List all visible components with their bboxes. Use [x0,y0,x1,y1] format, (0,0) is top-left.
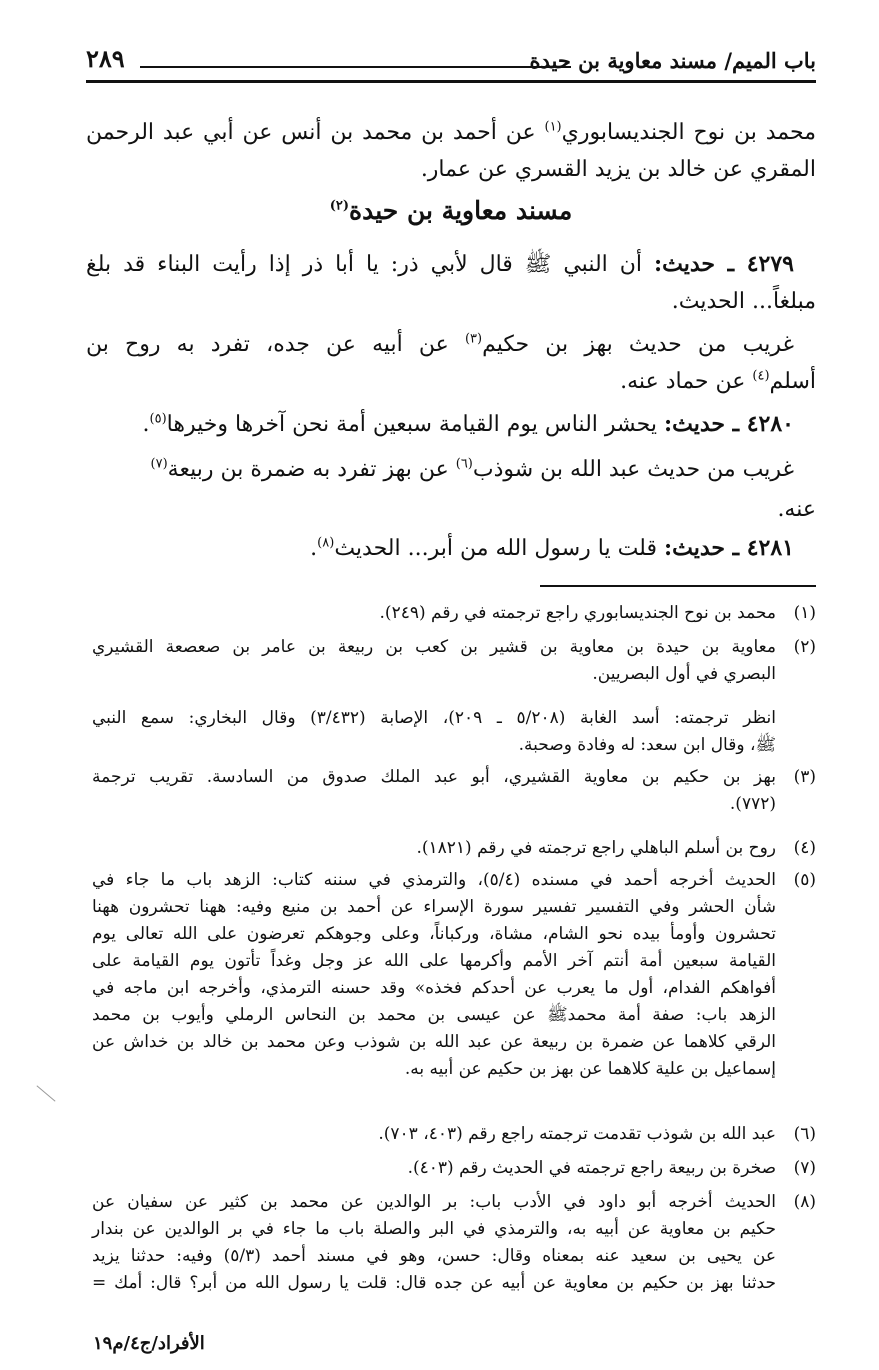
hadith-end: . [142,412,150,437]
header-rule [140,66,571,68]
footnote-text [92,705,776,759]
footnote-separator [540,585,816,587]
hadith-text: قلت يا رسول الله من أبر... الحديث [334,536,664,561]
footnote-number: (٦) [793,1124,816,1144]
footnote-line: القيامة سبعين أمة أنتم آخر الأمم وأكرمها على الله عز وجل وغداً تأتون يوم القيامة على [92,951,776,971]
gharib-4279 [86,326,816,400]
hadith-4280-line [86,406,816,443]
footnote-ref-1: (١) [544,119,562,135]
footnote-number: (٧) [793,1158,816,1178]
footnote-number: (٥) [793,870,816,890]
footnote-ref-2: (٢) [329,198,350,214]
gharib-text-a: غريب من حديث عبد الله بن شوذب [472,457,794,482]
footnote-line: الحديث أخرجه أبو داود في الأدب باب: بر الوالدين عن محمد بن كثير عن سفيان عن [92,1192,776,1212]
footnote-number: (١) [793,603,816,623]
gharib-text-b: عن أبيه عن جده، تفرد به روح بن [86,332,465,357]
hadith-number: ٤٢٨١ ـ حديث: [663,535,794,561]
gharib-4280 [86,450,816,530]
footnote-line: حكيم بن معاوية عن أبيه به، والترمذي في البر والصلة باب ما جاء في بر الوالدين عن بندار [92,1219,776,1239]
hadith-end: . [310,536,318,561]
hadith-text: يحشر الناس يوم القيامة سبعين أمة نحن آخرها وخيرها [166,412,664,437]
running-header [86,44,816,80]
footnote-line: انظر ترجمته: أسد الغابة (٥/٢٠٨ ـ ٢٠٩)، الإصابة (٣/٤٣٢) وقال البخاري: سمع النبي [92,708,776,728]
intro-line-1 [86,114,816,151]
scan-mark [36,1085,55,1101]
footnote-ref-5: (٥) [149,411,167,427]
hadith-number: ٤٢٧٩ ـ حديث: [654,251,794,277]
hadith-4281-line [86,530,816,567]
footnote-line: معاوية بن حيدة بن معاوية بن قشير بن كعب بن ربيعة بن عامر بن صعصعة القشيري [92,637,776,657]
footnote-2-continued [92,705,816,759]
footnote-line: أفواهكم الفدام، أول ما يعرب عن أحدكم فخذه» وقد حسنه الترمذي، وأخرجه ابن ماجه في [92,978,776,998]
footnote-number: (٢) [793,637,816,657]
hadith-number: ٤٢٨٠ ـ حديث: [663,411,794,437]
footnote-number: (٤) [793,838,816,858]
page-number: ٢٨٩ [86,44,125,73]
footnote-7 [92,1155,816,1182]
footnote-text [92,835,776,862]
footnote-line: عبد الله بن شوذب تقدمت ترجمته راجع رقم (٤٠٣، ٧٠٣). [378,1124,776,1144]
footnote-ref-6: (٦) [455,456,473,472]
footnote-2 [92,634,816,688]
intro-text-b: عن أحمد بن محمد بن أنس عن أبي عبد الرحمن [86,120,545,145]
footnote-line: الرقي كلاهما عن ضمرة بن ربيعة عن عبد الله بن شوذب وعن محمد بن خالد بن خداش عن [92,1032,776,1052]
footnote-line: تحشرون وأومأ بيده نحو الشام، مشاة، وركباناً، وعلى وجوهكم تعرضون على الله تعالى يوم [92,924,776,944]
footnote-text [92,764,776,818]
hadith-4281 [86,530,816,567]
footnote-ref-4: (٤) [752,368,770,384]
hadith-4279-line-2: مبلغاً... الحديث. [671,289,816,314]
footnote-text [92,600,776,627]
intro-text-a: محمد بن نوح الجنديسابوري [561,120,816,145]
intro-paragraph [86,114,816,188]
gharib-text-d: عن حماد عنه. [620,369,753,394]
footnote-line: البصري في أول البصريين. [592,664,776,684]
footnote-line: حدثنا بهز بن حكيم بن معاوية عن أبيه عن جده قال: قلت يا رسول الله من أبر؟ قال: أمك = [92,1273,776,1293]
section-heading-text: مسند معاوية بن حيدة [349,196,573,225]
hadith-text: أن النبي ﷺ قال لأبي ذر: يا أبا ذر إذا رأيت البناء قد بلغ [86,252,654,277]
header-underline [86,80,816,83]
footnote-text [92,1121,776,1148]
footnote-line: صخرة بن ربيعة راجع ترجمته في الحديث رقم (٤٠٣). [407,1158,776,1178]
gharib-4279-line-1 [86,326,816,363]
footnote-line: إسماعيل بن علية كلاهما عن بهز بن حكيم عن أبيه به. [404,1059,776,1079]
footnote-ref-3: (٣) [464,331,483,347]
footnote-number: (٣) [793,767,816,787]
printer-signature: الأفراد/ج٤/م١٩ [93,1333,205,1354]
footnote-line: محمد بن نوح الجنديسابوري راجع ترجمته في رقم (٢٤٩). [379,603,776,623]
footnote-line: شأن الحشر وفي التفسير تفسير سورة الإسراء عن أحمد بن منيع وفيه: ههنا تحشرون ههنا [92,897,776,917]
footnote-4 [92,835,816,862]
footnote-6 [92,1121,816,1148]
footnote-text [92,634,776,688]
gharib-4279-line-2 [86,363,816,400]
gharib-text-c: أسلم [769,369,816,394]
footnote-5 [92,867,816,1083]
footnote-text [92,867,776,1083]
footnote-line: الحديث أخرجه أحمد في مسنده (٥/٤)، والترمذي في سننه كتاب: الزهد باب ما جاء في [92,870,776,890]
footnote-ref-7: (٧) [150,456,168,472]
section-heading [86,196,816,225]
hadith-4279-line-1 [86,246,816,283]
gharib-text-b: عن بهز تفرد به ضمرة بن ربيعة [167,457,456,482]
footnote-1 [92,600,816,627]
footnote-number: (٨) [793,1192,816,1212]
gharib-4280-line-2: عنه. [777,497,816,522]
footnote-line: (٧٧٢). [729,794,776,814]
footnote-line: عن يحيى بن سعيد عنه بمعناه وقال: حسن، وهو في مسند أحمد (٥/٣) وفيه: حدثنا يزيد [92,1246,776,1266]
hadith-4279 [86,246,816,320]
footnote-8 [92,1189,816,1297]
gharib-text-a: غريب من حديث بهز بن حكيم [482,332,795,357]
gharib-4280-line-1 [86,450,816,490]
hadith-4280 [86,406,816,443]
footnote-line: روح بن أسلم الباهلي راجع ترجمته في رقم (١٨٢١). [416,838,776,858]
footnote-line: ﷺ، وقال ابن سعد: له وفادة وصحبة. [518,735,776,755]
footnote-3 [92,764,816,818]
footnote-line: بهز بن حكيم بن معاوية القشيري، أبو عبد الملك صدوق من السادسة. تقريب ترجمة [92,767,776,787]
footnote-line: الزهد باب: صفة أمة محمدﷺ عن عيسى بن محمد بن النحاس الرملي وأيوب بن محمد [92,1005,776,1025]
intro-line-2: المقري عن خالد بن يزيد القسري عن عمار. [420,157,816,182]
footnote-ref-8: (٨) [317,535,335,551]
header-title: باب الميم/ مسند معاوية بن حيدة [529,48,816,73]
footnote-text [92,1155,776,1182]
footnote-text [92,1189,776,1297]
